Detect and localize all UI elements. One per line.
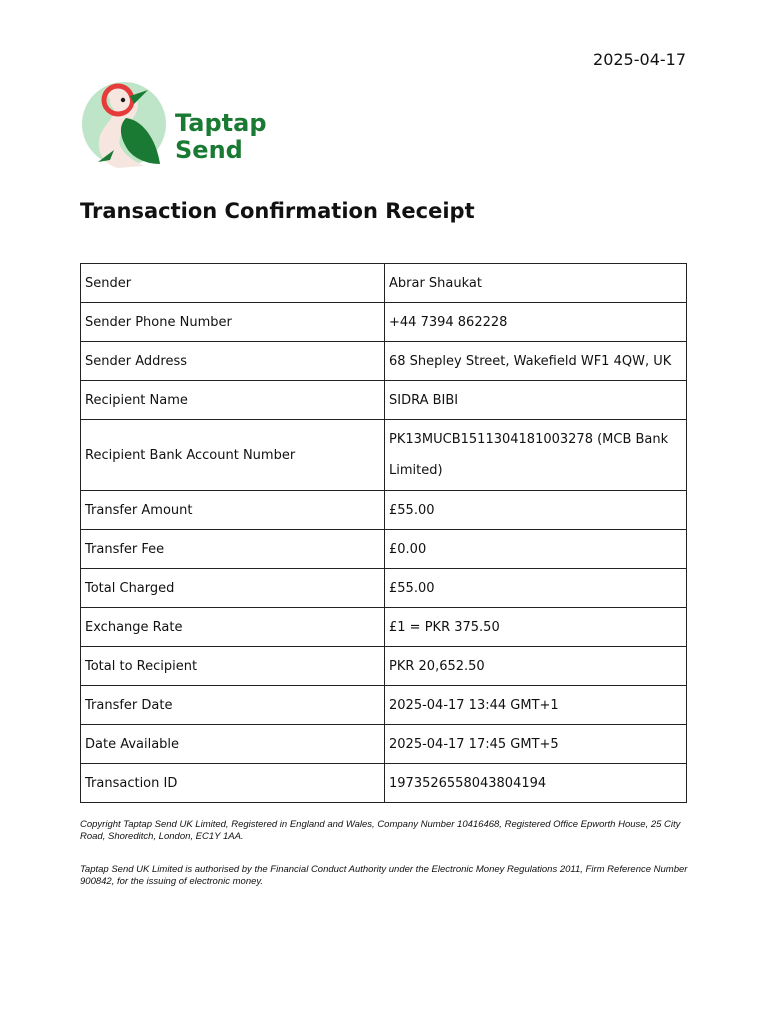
row-label-total-charged: Total Charged	[81, 569, 385, 608]
table-row	[81, 264, 687, 303]
row-label-sender-address: Sender Address	[81, 342, 385, 381]
row-value-sender: Abrar Shaukat	[385, 264, 687, 303]
table-row	[81, 647, 687, 686]
row-value-transfer-amount: £55.00	[385, 491, 687, 530]
row-value-sender-phone: +44 7394 862228	[385, 303, 687, 342]
table-row	[81, 764, 687, 803]
brand-name-line1: Taptap	[175, 109, 267, 137]
row-label-total-to-recipient: Total to Recipient	[81, 647, 385, 686]
table-row	[81, 342, 687, 381]
row-value-recipient-name: SIDRA BIBI	[385, 381, 687, 420]
row-label-transfer-fee: Transfer Fee	[81, 530, 385, 569]
row-value-transaction-id: 1973526558043804194	[385, 764, 687, 803]
table-row	[81, 491, 687, 530]
brand-name-line2: Send	[175, 136, 243, 164]
table-row	[81, 569, 687, 608]
table-row	[81, 608, 687, 647]
row-value-sender-address: 68 Shepley Street, Wakefield WF1 4QW, UK	[385, 342, 687, 381]
table-row	[81, 303, 687, 342]
page-title: Transaction Confirmation Receipt	[80, 199, 475, 223]
row-value-total-charged: £55.00	[385, 569, 687, 608]
row-label-transfer-amount: Transfer Amount	[81, 491, 385, 530]
table-row	[81, 530, 687, 569]
row-label-recipient-account: Recipient Bank Account Number	[81, 420, 385, 491]
receipt-date: 2025-04-17	[593, 50, 686, 69]
authorisation-footnote: Taptap Send UK Limited is authorised by the Financial Conduct Authority under the Electronic Money Regulations 2011, Firm Reference Number 900842, for the issuing of electronic money.	[80, 864, 688, 887]
table-row	[81, 381, 687, 420]
row-value-transfer-fee: £0.00	[385, 530, 687, 569]
row-label-sender-phone: Sender Phone Number	[81, 303, 385, 342]
table-row	[81, 725, 687, 764]
table-row	[81, 686, 687, 725]
row-label-transfer-date: Transfer Date	[81, 686, 385, 725]
receipt-table	[80, 263, 687, 803]
row-value-transfer-date: 2025-04-17 13:44 GMT+1	[385, 686, 687, 725]
brand-wordmark	[175, 110, 267, 164]
copyright-footnote: Copyright Taptap Send UK Limited, Registered in England and Wales, Company Number 10416468, Registered Office Epworth House, 25 City Road, Shoreditch, London, EC1Y 1AA.	[80, 819, 681, 842]
row-value-total-to-recipient: PKR 20,652.50	[385, 647, 687, 686]
row-label-recipient-name: Recipient Name	[81, 381, 385, 420]
row-label-exchange-rate: Exchange Rate	[81, 608, 385, 647]
row-value-date-available: 2025-04-17 17:45 GMT+5	[385, 725, 687, 764]
row-value-recipient-account: PK13MUCB1511304181003278 (MCB Bank Limited)	[385, 420, 687, 491]
bird-logo-icon	[80, 80, 170, 172]
row-value-exchange-rate: £1 = PKR 375.50	[385, 608, 687, 647]
row-label-transaction-id: Transaction ID	[81, 764, 385, 803]
row-label-sender: Sender	[81, 264, 385, 303]
taptap-send-logo	[80, 80, 280, 172]
row-label-date-available: Date Available	[81, 725, 385, 764]
table-row	[81, 420, 687, 491]
